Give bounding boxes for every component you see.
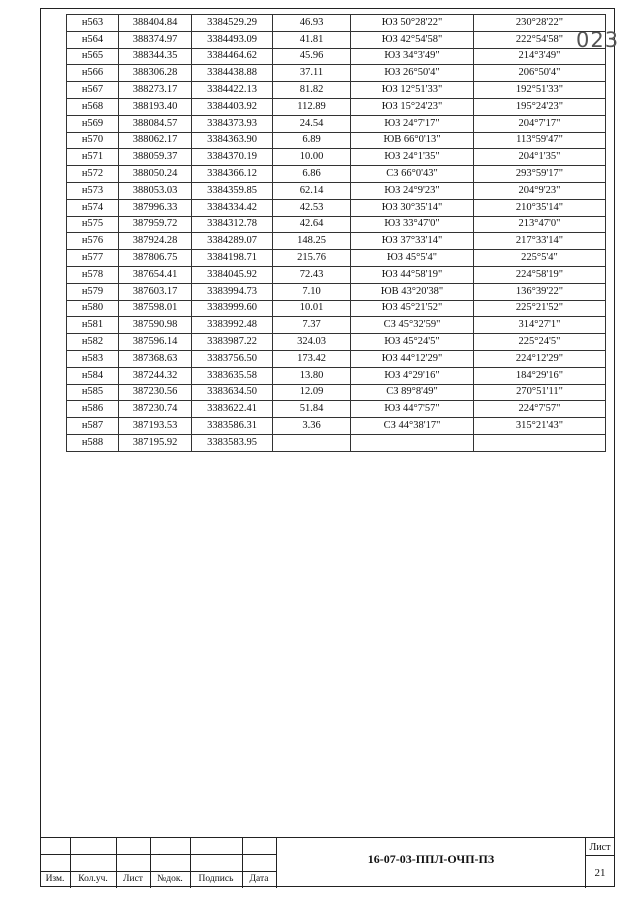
document-code: 16-07-03-ППЛ-ОЧП-ПЗ [367,852,495,866]
coord-x-cell: 388059.37 [119,149,192,166]
distance-cell: 3.36 [273,418,351,435]
coord-x-cell: 387598.01 [119,300,192,317]
rhumb-cell: ЮЗ 44°12'29" [351,350,474,367]
coord-x-cell: 387368.63 [119,350,192,367]
coord-x-cell: 388344.35 [119,48,192,65]
distance-cell: 7.37 [273,317,351,334]
table-row [67,266,606,283]
point-id-cell: н581 [67,317,119,334]
table-row [67,48,606,65]
point-id-cell: н587 [67,418,119,435]
rhumb-cell [351,434,474,451]
distance-cell: 6.89 [273,132,351,149]
coord-y-cell: 3384529.29 [192,15,273,32]
table-row [67,216,606,233]
rhumb-cell: ЮЗ 37°33'14" [351,233,474,250]
col-kol-uch: Кол.уч. [78,874,108,884]
coord-y-cell: 3384312.78 [192,216,273,233]
distance-cell: 13.80 [273,367,351,384]
point-id-cell: н563 [67,15,119,32]
table-row [67,149,606,166]
page-stamp: 023 [576,28,620,52]
rhumb-cell: ЮЗ 4°29'16" [351,367,474,384]
table-row [67,82,606,99]
table-row [67,401,606,418]
distance-cell: 41.81 [273,31,351,48]
distance-cell: 215.76 [273,250,351,267]
azimuth-cell: 192°51'33" [474,82,606,99]
distance-cell: 6.86 [273,166,351,183]
coord-y-cell: 3383994.73 [192,283,273,300]
table-row [67,132,606,149]
rhumb-cell: ЮЗ 30°35'14" [351,199,474,216]
azimuth-cell: 314°27'1" [474,317,606,334]
azimuth-cell: 293°59'17" [474,166,606,183]
coord-y-cell: 3384438.88 [192,65,273,82]
coord-y-cell: 3383586.31 [192,418,273,435]
azimuth-cell: 204°9'23" [474,182,606,199]
rhumb-cell: ЮЗ 15°24'23" [351,98,474,115]
table-row [67,418,606,435]
point-id-cell: н567 [67,82,119,99]
table-row [67,65,606,82]
table-row [67,199,606,216]
coord-y-cell: 3384373.93 [192,115,273,132]
rhumb-cell: ЮВ 43°20'38" [351,283,474,300]
point-id-cell: н580 [67,300,119,317]
distance-cell: 324.03 [273,334,351,351]
coord-y-cell: 3384289.07 [192,233,273,250]
rhumb-cell: СЗ 45°32'59" [351,317,474,334]
rhumb-cell: ЮЗ 42°54'58" [351,31,474,48]
coord-x-cell: 387596.14 [119,334,192,351]
point-id-cell: н586 [67,401,119,418]
point-id-cell: н575 [67,216,119,233]
distance-cell: 148.25 [273,233,351,250]
title-block [40,837,615,887]
point-id-cell: н583 [67,350,119,367]
coord-y-cell: 3384366.12 [192,166,273,183]
coord-x-cell: 387193.53 [119,418,192,435]
distance-cell: 42.64 [273,216,351,233]
coord-y-cell: 3383756.50 [192,350,273,367]
coord-y-cell: 3384403.92 [192,98,273,115]
coord-x-cell: 387244.32 [119,367,192,384]
azimuth-cell: 224°12'29" [474,350,606,367]
rhumb-cell: ЮЗ 45°5'4" [351,250,474,267]
coord-x-cell: 387996.33 [119,199,192,216]
coord-x-cell: 388053.03 [119,182,192,199]
rhumb-cell: ЮЗ 12°51'33" [351,82,474,99]
table-row [67,182,606,199]
point-id-cell: н568 [67,98,119,115]
rhumb-cell: ЮЗ 24°7'17" [351,115,474,132]
rhumb-cell: ЮЗ 45°21'52" [351,300,474,317]
point-id-cell: н582 [67,334,119,351]
azimuth-cell: 222°54'58" [474,31,606,48]
table-row [67,317,606,334]
coord-x-cell: 387806.75 [119,250,192,267]
rhumb-cell: СЗ 89°8'49" [351,384,474,401]
coord-x-cell: 387230.74 [119,401,192,418]
col-list: Лист [123,874,143,884]
coord-y-cell: 3384334.42 [192,199,273,216]
col-data: Дата [249,874,269,884]
table-row [67,115,606,132]
distance-cell: 37.11 [273,65,351,82]
distance-cell: 51.84 [273,401,351,418]
point-id-cell: н573 [67,182,119,199]
coord-y-cell: 3384045.92 [192,266,273,283]
coord-x-cell: 388050.24 [119,166,192,183]
rhumb-cell: ЮВ 66°0'13" [351,132,474,149]
coord-x-cell: 387590.98 [119,317,192,334]
coord-x-cell: 388273.17 [119,82,192,99]
coord-y-cell: 3383634.50 [192,384,273,401]
rhumb-cell: ЮЗ 24°9'23" [351,182,474,199]
coord-x-cell: 388374.97 [119,31,192,48]
point-id-cell: н569 [67,115,119,132]
azimuth-cell: 195°24'23" [474,98,606,115]
azimuth-cell: 225°5'4" [474,250,606,267]
azimuth-cell: 204°7'17" [474,115,606,132]
coord-x-cell: 387230.56 [119,384,192,401]
coord-x-cell: 388084.57 [119,115,192,132]
azimuth-cell: 136°39'22" [474,283,606,300]
azimuth-cell: 224°7'57" [474,401,606,418]
coord-y-cell: 3384198.71 [192,250,273,267]
azimuth-cell [474,434,606,451]
coord-x-cell: 388062.17 [119,132,192,149]
coord-x-cell: 387924.28 [119,233,192,250]
distance-cell: 10.00 [273,149,351,166]
rhumb-cell: ЮЗ 44°58'19" [351,266,474,283]
distance-cell: 112.89 [273,98,351,115]
azimuth-cell: 206°50'4" [474,65,606,82]
coord-x-cell: 387654.41 [119,266,192,283]
coord-y-cell: 3384359.85 [192,182,273,199]
azimuth-cell: 230°28'22" [474,15,606,32]
azimuth-cell: 214°3'49" [474,48,606,65]
coord-y-cell: 3384370.19 [192,149,273,166]
rhumb-cell: ЮЗ 24°1'35" [351,149,474,166]
coord-x-cell: 388404.84 [119,15,192,32]
point-id-cell: н588 [67,434,119,451]
point-id-cell: н571 [67,149,119,166]
azimuth-cell: 204°1'35" [474,149,606,166]
col-podpis: Подпись [198,874,234,884]
coord-y-cell: 3383992.48 [192,317,273,334]
table-row [67,283,606,300]
table-row [67,166,606,183]
col-ndok: №док. [157,874,183,884]
azimuth-cell: 217°33'14" [474,233,606,250]
distance-cell: 7.10 [273,283,351,300]
distance-cell: 24.54 [273,115,351,132]
table-row [67,250,606,267]
distance-cell: 10.01 [273,300,351,317]
coord-x-cell: 387959.72 [119,216,192,233]
point-id-cell: н574 [67,199,119,216]
distance-cell: 12.09 [273,384,351,401]
rhumb-cell: СЗ 44°38'17" [351,418,474,435]
coord-y-cell: 3384464.62 [192,48,273,65]
point-id-cell: н585 [67,384,119,401]
azimuth-cell: 270°51'11" [474,384,606,401]
rhumb-cell: ЮЗ 33°47'0" [351,216,474,233]
coord-y-cell: 3383622.41 [192,401,273,418]
rhumb-cell: ЮЗ 50°28'22" [351,15,474,32]
table-row [67,334,606,351]
rhumb-cell: ЮЗ 34°3'49" [351,48,474,65]
table-row [67,384,606,401]
point-id-cell: н579 [67,283,119,300]
distance-cell: 72.43 [273,266,351,283]
table-row [67,434,606,451]
distance-cell: 173.42 [273,350,351,367]
point-id-cell: н584 [67,367,119,384]
azimuth-cell: 184°29'16" [474,367,606,384]
rhumb-cell: ЮЗ 44°7'57" [351,401,474,418]
table-row [67,98,606,115]
table-row [67,233,606,250]
coord-y-cell: 3384422.13 [192,82,273,99]
rhumb-cell: ЮЗ 45°24'5" [351,334,474,351]
coord-y-cell: 3384363.90 [192,132,273,149]
distance-cell: 81.82 [273,82,351,99]
point-id-cell: н578 [67,266,119,283]
azimuth-cell: 113°59'47" [474,132,606,149]
table-row [67,15,606,32]
col-izm: Изм. [45,874,65,884]
coord-x-cell: 388306.28 [119,65,192,82]
coord-x-cell: 387195.92 [119,434,192,451]
title-block-mark: . [158,847,161,857]
point-id-cell: н564 [67,31,119,48]
point-id-cell: н572 [67,166,119,183]
coord-y-cell: 3384493.09 [192,31,273,48]
coord-y-cell: 3383999.60 [192,300,273,317]
azimuth-cell: 210°35'14" [474,199,606,216]
table-row [67,31,606,48]
coord-y-cell: 3383987.22 [192,334,273,351]
azimuth-cell: 225°21'52" [474,300,606,317]
azimuth-cell: 225°24'5" [474,334,606,351]
azimuth-cell: 315°21'43" [474,418,606,435]
distance-cell: 62.14 [273,182,351,199]
coord-x-cell: 388193.40 [119,98,192,115]
distance-cell: 42.53 [273,199,351,216]
rhumb-cell: СЗ 66°0'43" [351,166,474,183]
point-id-cell: н566 [67,65,119,82]
distance-cell [273,434,351,451]
table-row [67,367,606,384]
coord-y-cell: 3383635.58 [192,367,273,384]
distance-cell: 45.96 [273,48,351,65]
sheet-label: Лист [589,842,611,853]
point-id-cell: н577 [67,250,119,267]
sheet-number: 21 [594,867,606,879]
point-id-cell: н576 [67,233,119,250]
point-id-cell: н570 [67,132,119,149]
point-id-cell: н565 [67,48,119,65]
azimuth-cell: 213°47'0" [474,216,606,233]
distance-cell: 46.93 [273,15,351,32]
coord-y-cell: 3383583.95 [192,434,273,451]
coordinates-table [66,14,606,452]
table-row [67,350,606,367]
azimuth-cell: 224°58'19" [474,266,606,283]
rhumb-cell: ЮЗ 26°50'4" [351,65,474,82]
table-row [67,300,606,317]
coord-x-cell: 387603.17 [119,283,192,300]
